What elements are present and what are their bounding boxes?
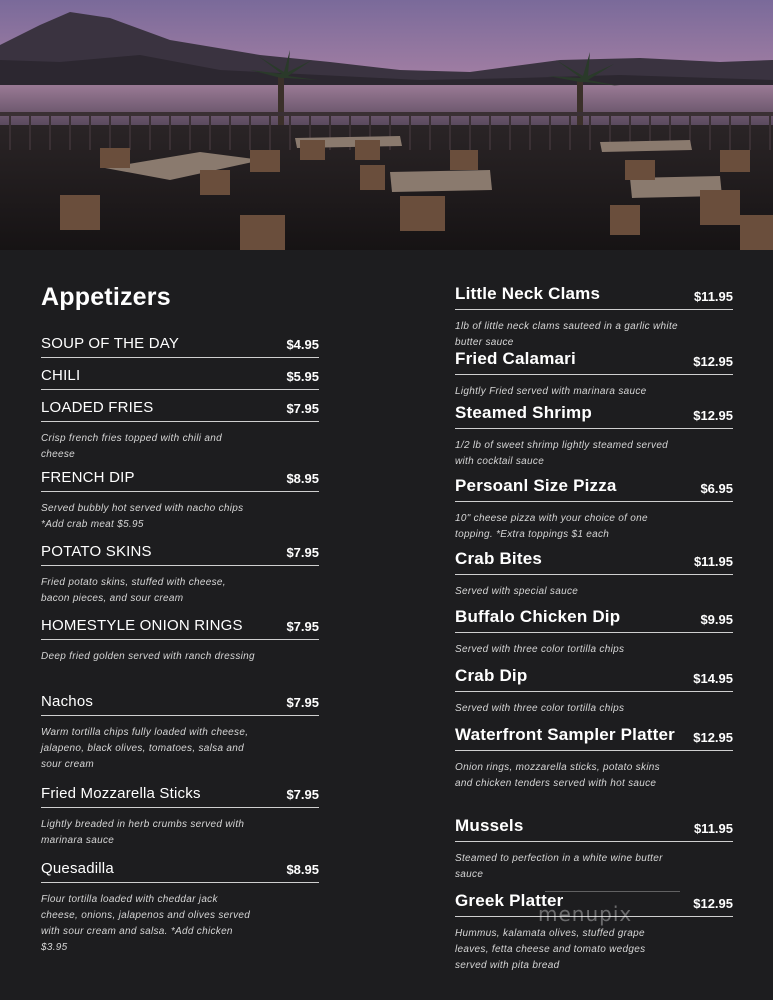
- item-name: Nachos: [41, 693, 94, 710]
- menu-item: [455, 349, 733, 400]
- item-name: Fried Calamari: [455, 349, 576, 368]
- item-name: Crab Dip: [455, 666, 528, 685]
- menu-item: [455, 666, 733, 717]
- menu-item: [455, 284, 733, 351]
- item-name: Crab Bites: [455, 549, 543, 568]
- menu-item: [455, 403, 733, 470]
- item-price: $6.95: [700, 481, 733, 496]
- menu-item: [41, 785, 319, 849]
- item-name: POTATO SKINS: [41, 543, 152, 560]
- section-title: Appetizers: [41, 283, 171, 311]
- menu-item: [41, 469, 319, 533]
- item-name: FRENCH DIP: [41, 469, 135, 486]
- item-description: Crisp french fries topped with chili and cheese: [41, 433, 222, 460]
- item-name: Buffalo Chicken Dip: [455, 607, 621, 626]
- item-description: Onion rings, mozzarella sticks, potato skins and chicken tenders served with hot sauce: [455, 762, 660, 789]
- menu-item: [41, 617, 319, 665]
- item-price: $7.95: [286, 401, 319, 416]
- item-name: CHILI: [41, 367, 81, 384]
- item-name: Steamed Shrimp: [455, 403, 592, 422]
- item-price: $12.95: [693, 408, 733, 423]
- item-description: Warm tortilla chips fully loaded with cheese, jalapeno, black olives, tomatoes, salsa and sour cream: [41, 727, 249, 770]
- hero-scene: [0, 0, 773, 250]
- menu-item: [41, 860, 319, 956]
- item-price: $14.95: [693, 671, 733, 686]
- menu-item: [41, 335, 319, 358]
- item-description: Served bubbly hot served with nacho chips *Add crab meat $5.95: [41, 503, 244, 530]
- watermark-logo: menupix: [538, 902, 633, 926]
- item-price: $4.95: [286, 337, 319, 352]
- item-description: Served with three color tortilla chips: [455, 644, 625, 655]
- menu-item: [455, 549, 733, 600]
- item-description: 1lb of little neck clams sauteed in a garlic white butter sauce: [455, 321, 678, 348]
- item-price: $8.95: [286, 862, 319, 877]
- item-price: $11.95: [693, 821, 733, 836]
- item-description: Deep fried golden served with ranch dressing: [41, 651, 255, 662]
- item-description: 10" cheese pizza with your choice of one topping. *Extra toppings $1 each: [455, 513, 648, 540]
- menu-item: [41, 543, 319, 607]
- item-description: Steamed to perfection in a white wine butter sauce: [455, 853, 663, 880]
- item-name: Mussels: [455, 816, 524, 835]
- item-price: $8.95: [286, 471, 319, 486]
- menu-item: [455, 607, 733, 658]
- item-name: Waterfront Sampler Platter: [455, 725, 675, 744]
- watermark-line: [545, 891, 680, 892]
- item-price: $7.95: [286, 787, 319, 802]
- item-price: $12.95: [693, 354, 733, 369]
- item-name: Persoanl Size Pizza: [455, 476, 617, 495]
- item-price: $7.95: [286, 695, 319, 710]
- item-description: 1/2 lb of sweet shrimp lightly steamed served with cocktail sauce: [455, 440, 669, 467]
- item-name: HOMESTYLE ONION RINGS: [41, 617, 243, 634]
- hero-photo: [0, 0, 773, 250]
- menu-item: [41, 399, 319, 463]
- item-price: $12.95: [693, 896, 733, 911]
- item-name: Greek Platter: [455, 891, 564, 910]
- item-description: Flour tortilla loaded with cheddar jack cheese, onions, jalapenos and olives served with sour cream and salsa. *Add chicken $3.95: [41, 894, 251, 953]
- item-price: $11.95: [693, 289, 733, 304]
- item-price: $9.95: [700, 612, 733, 627]
- item-description: Lightly Fried served with marinara sauce: [455, 386, 647, 397]
- item-name: Little Neck Clams: [455, 284, 601, 303]
- item-description: Lightly breaded in herb crumbs served with marinara sauce: [41, 819, 245, 846]
- item-description: Hummus, kalamata olives, stuffed grape leaves, fetta cheese and tomato wedges served with pita bread: [455, 928, 646, 971]
- item-description: Fried potato skins, stuffed with cheese, bacon pieces, and sour cream: [41, 577, 226, 604]
- menu-item: [41, 693, 319, 773]
- item-price: $7.95: [286, 619, 319, 634]
- item-price: $7.95: [286, 545, 319, 560]
- item-name: Quesadilla: [41, 860, 114, 877]
- item-description: Served with special sauce: [455, 586, 579, 597]
- item-price: $5.95: [286, 369, 319, 384]
- menu-item: [41, 367, 319, 390]
- item-price: $12.95: [693, 730, 733, 745]
- item-name: Fried Mozzarella Sticks: [41, 785, 201, 802]
- item-price: $11.95: [693, 554, 733, 569]
- menu-item: [455, 476, 733, 543]
- item-name: SOUP OF THE DAY: [41, 335, 180, 352]
- item-name: LOADED FRIES: [41, 399, 154, 416]
- item-description: Served with three color tortilla chips: [455, 703, 625, 714]
- menu-item: [455, 816, 733, 883]
- menu-item: [455, 725, 733, 792]
